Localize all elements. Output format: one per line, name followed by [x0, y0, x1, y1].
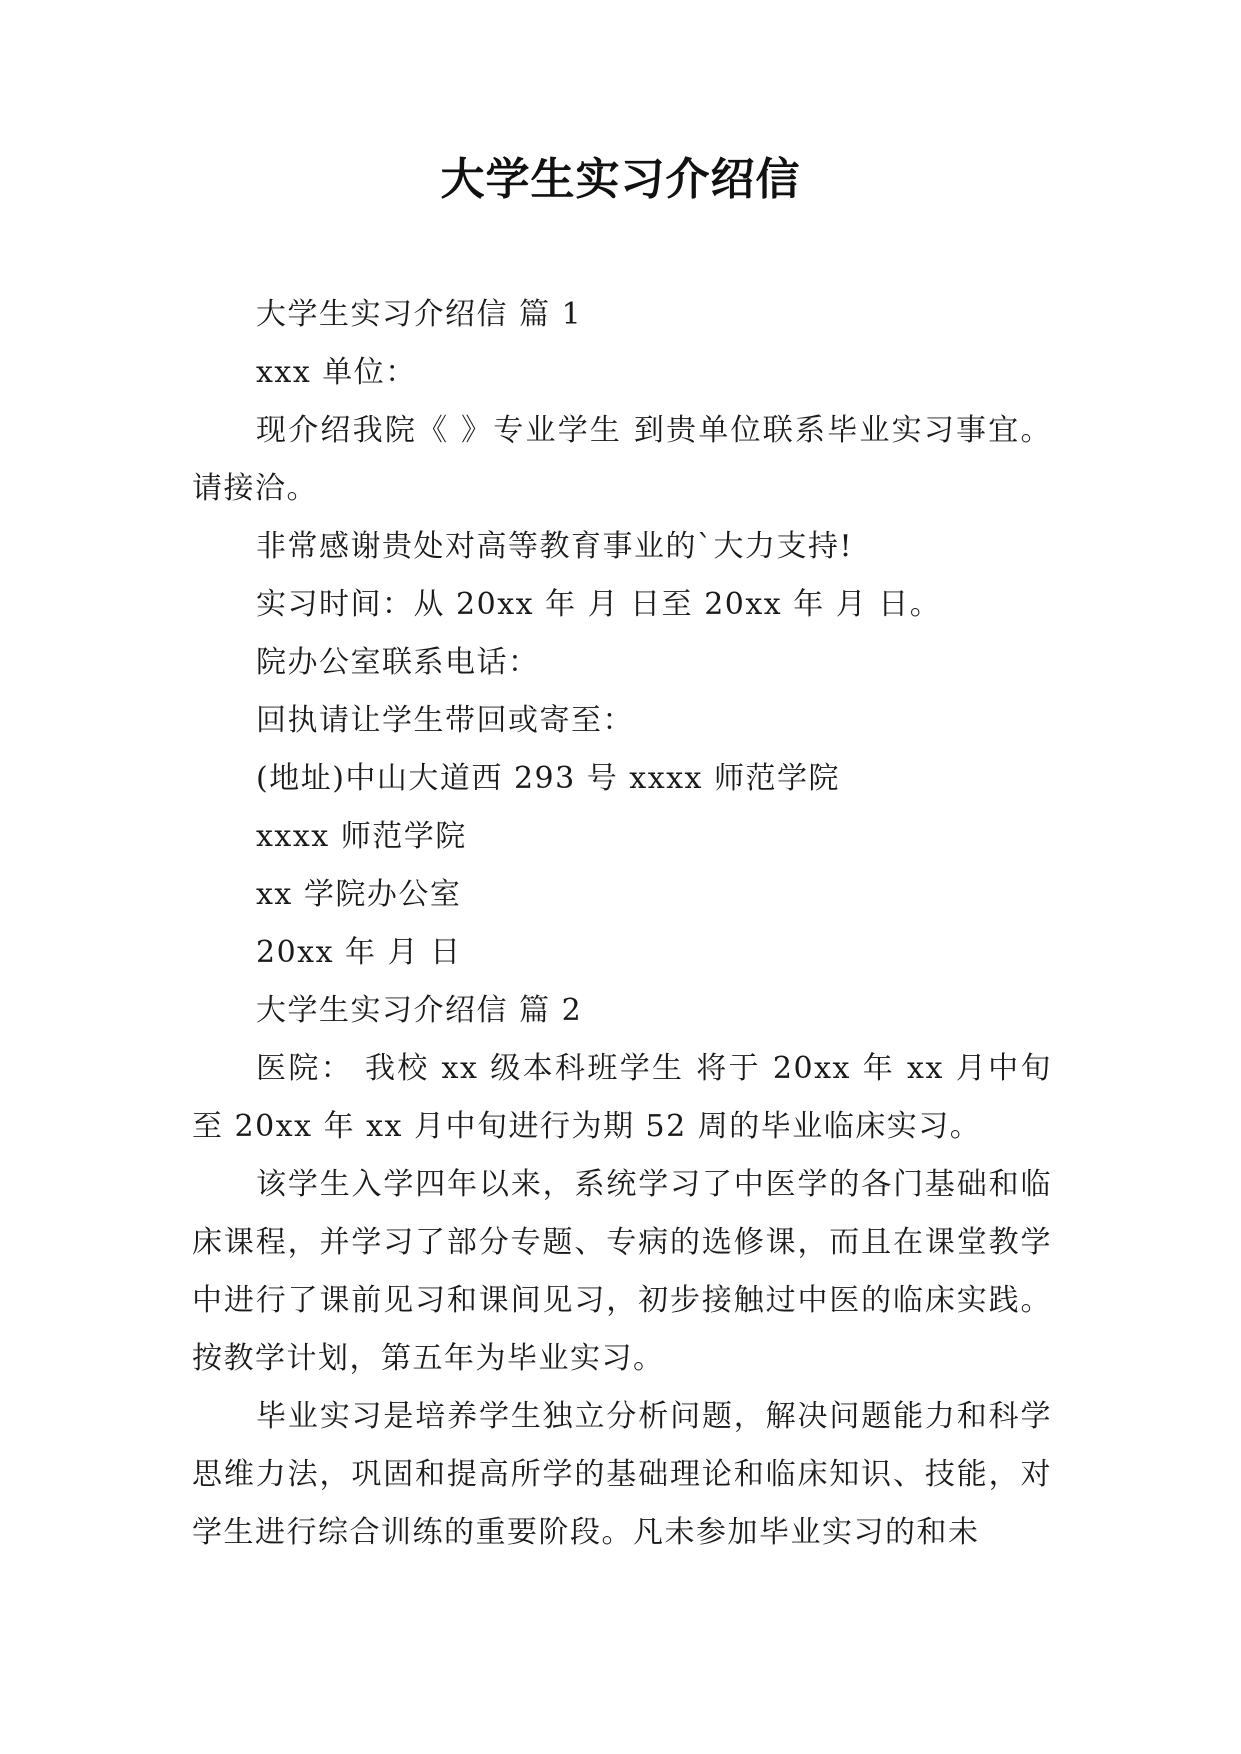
recipient-line: xxx 单位：	[256, 355, 417, 390]
student-background-paragraph: 该学生入学四年以来，系统学习了中医学的各门基础和临床课程，并学习了部分专题、专病的选修课，而且在课堂教学中进行了课前见习和课间见习，初步接触过中医的临床实践。按教学计划，第五年为毕业实习。	[192, 1167, 1052, 1376]
hospital-intro-paragraph: 医院： 我校 xx 级本科班学生 将于 20xx 年 xx 月中旬至 20xx 年 xx 月中旬进行为期 52 周的毕业临床实习。	[192, 1051, 1052, 1144]
thanks-paragraph: 非常感谢贵处对高等教育事业的`大力支持!	[256, 529, 854, 564]
page-title: 大学生实习介绍信	[440, 154, 801, 205]
date-line: 20xx 年 月 日	[256, 935, 462, 970]
introduction-paragraph: 现介绍我院《 》专业学生 到贵单位联系毕业实习事宜。请接洽。	[192, 413, 1052, 506]
sender-office-line: xx 学院办公室	[256, 877, 462, 912]
return-instruction-line: 回执请让学生带回或寄至：	[256, 703, 634, 738]
sender-school-line: xxxx 师范学院	[256, 819, 467, 854]
internship-importance-paragraph: 毕业实习是培养学生独立分析问题，解决问题能力和科学思维力法，巩固和提高所学的基础理论和临床知识、技能，对学生进行综合训练的重要阶段。凡未参加毕业实习的和未	[192, 1399, 1052, 1550]
internship-period-line: 实习时间：从 20xx 年 月 日至 20xx 年 月 日。	[256, 587, 942, 622]
section-heading-2: 大学生实习介绍信 篇 2	[256, 993, 583, 1028]
document-body	[192, 286, 1052, 1562]
address-line: (地址)中山大道西 293 号 xxxx 师范学院	[256, 761, 840, 796]
section-heading-1: 大学生实习介绍信 篇 1	[256, 297, 583, 332]
office-phone-line: 院办公室联系电话：	[256, 645, 540, 680]
